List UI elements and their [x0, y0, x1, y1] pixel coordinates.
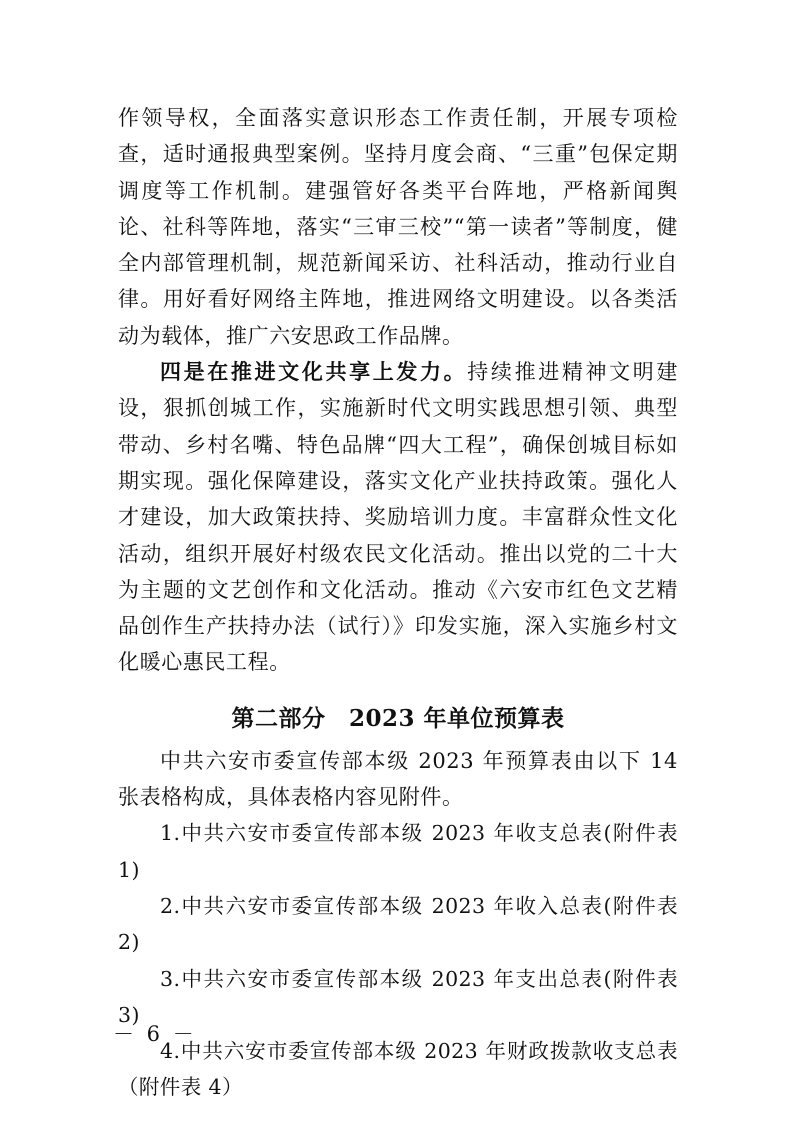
list-item: 1.中共六安市委宣传部本级 2023 年收支总表(附件表 1)	[118, 821, 678, 882]
paragraph-ideology-work	[118, 100, 678, 354]
document-body	[118, 100, 678, 1106]
list-item: 3.中共六安市委宣传部本级 2023 年支出总表(附件表 3)	[118, 966, 678, 1027]
list-item: 4.中共六安市委宣传部本级 2023 年财政拨款收支总表（附件表 4）	[118, 1039, 678, 1100]
paragraph-text: 作领导权，全面落实意识形态工作责任制，开展专项检查，适时通报典型案例。坚持月度会商、“三重”包保定期调度等工作机制。建强管好各类平台阵地，严格新闻舆论、社科等阵地，落实“三审三校”“第一读者”等制度，健全内部管理机制，规范新闻采访、社科活动，推动行业自律。用好看好网络主阵地，推进网络文明建设。以各类活动为载体，推广六安思政工作品牌。	[118, 106, 678, 348]
intro-paragraph: 中共六安市委宣传部本级 2023 年预算表由以下 14 张表格构成，具体表格内容见附件。	[118, 748, 678, 810]
page-number: － 6 －	[113, 1022, 197, 1046]
paragraph-lead-bold: 四是在推进文化共享上发力。	[160, 359, 468, 385]
list-item: 2.中共六安市委宣传部本级 2023 年收入总表(附件表 2)	[118, 893, 678, 955]
paragraph-cultural-sharing	[118, 354, 678, 681]
section-heading: 第二部分 2023 年单位预算表	[231, 704, 565, 732]
paragraph-text: 持续推进精神文明建设，狠抓创城工作，实施新时代文明实践思想引领、典型带动、乡村名嘴、特色品牌“四大工程”，确保创城目标如期实现。强化保障建设，落实文化产业扶持政策。强化人才建设，加大政策扶持、奖励培训力度。丰富群众性文化活动，组织开展好村级农民文化活动。推出以党的二十大为主题的文艺创作和文化活动。推动《六安市红色文艺精品创作生产扶持办法（试行）》印发实施，深入实施乡村文化暖心惠民工程。	[118, 360, 678, 675]
